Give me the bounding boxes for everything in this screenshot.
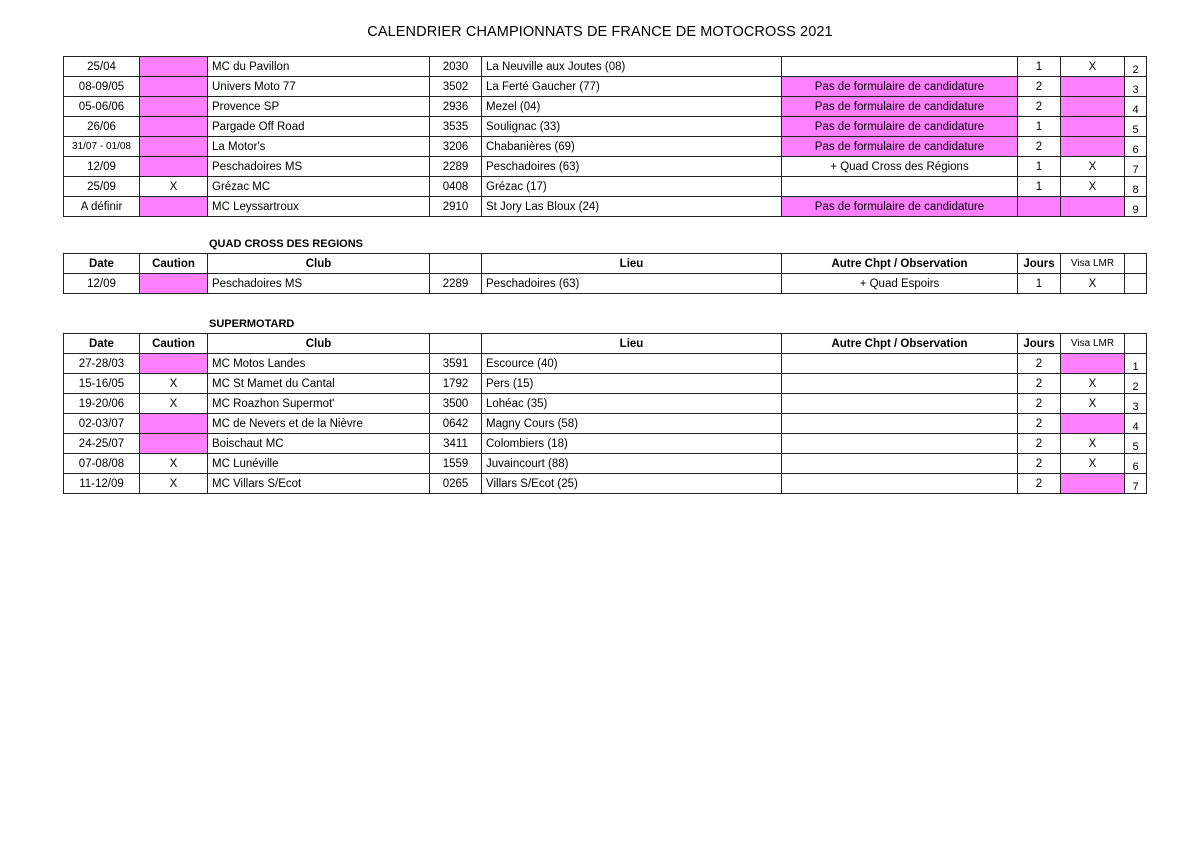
club-code-cell: 3535 bbox=[430, 117, 482, 137]
jours-cell: 2 bbox=[1018, 474, 1061, 494]
lieu-cell: Juvaincourt (88) bbox=[482, 454, 782, 474]
caution-cell bbox=[140, 197, 208, 217]
lieu-cell: Escource (40) bbox=[482, 354, 782, 374]
club-code-cell: 3206 bbox=[430, 137, 482, 157]
quad-section-title: QUAD CROSS DES REGIONS bbox=[209, 238, 364, 250]
observation-cell: Pas de formulaire de candidature bbox=[782, 77, 1018, 97]
lieu-cell: St Jory Las Bloux (24) bbox=[482, 197, 782, 217]
visa-cell bbox=[1061, 414, 1125, 434]
header-jours: Jours bbox=[1018, 334, 1061, 354]
date-cell: 27-28/03 bbox=[64, 354, 140, 374]
visa-cell: X bbox=[1061, 454, 1125, 474]
observation-cell: Pas de formulaire de candidature bbox=[782, 97, 1018, 117]
club-code-cell: 0265 bbox=[430, 474, 482, 494]
visa-cell: X bbox=[1061, 57, 1125, 77]
club-cell: Univers Moto 77 bbox=[208, 77, 430, 97]
caution-cell: X bbox=[140, 394, 208, 414]
lieu-cell: Colombiers (18) bbox=[482, 434, 782, 454]
date-cell: 25/09 bbox=[64, 177, 140, 197]
header-date: Date bbox=[64, 254, 140, 274]
jours-cell: 2 bbox=[1018, 374, 1061, 394]
header-visa: Visa LMR bbox=[1061, 334, 1125, 354]
observation-cell bbox=[782, 374, 1018, 394]
club-code-cell: 1559 bbox=[430, 454, 482, 474]
observation-cell bbox=[782, 454, 1018, 474]
visa-cell: X bbox=[1061, 274, 1125, 294]
caution-cell bbox=[140, 274, 208, 294]
observation-cell: Pas de formulaire de candidature bbox=[782, 117, 1018, 137]
observation-cell bbox=[782, 394, 1018, 414]
main-calendar-table bbox=[63, 56, 1147, 217]
date-cell: 08-09/05 bbox=[64, 77, 140, 97]
visa-cell bbox=[1061, 117, 1125, 137]
club-cell: MC Villars S/Ecot bbox=[208, 474, 430, 494]
club-code-cell: 2289 bbox=[430, 157, 482, 177]
date-cell: 05-06/06 bbox=[64, 97, 140, 117]
club-code-cell: 3502 bbox=[430, 77, 482, 97]
row-number-cell: 7 bbox=[1125, 157, 1147, 177]
caution-cell: X bbox=[140, 454, 208, 474]
club-code-cell: 2289 bbox=[430, 274, 482, 294]
caution-cell: X bbox=[140, 177, 208, 197]
observation-cell bbox=[782, 177, 1018, 197]
date-cell: 19-20/06 bbox=[64, 394, 140, 414]
caution-cell bbox=[140, 77, 208, 97]
header-num bbox=[1125, 254, 1147, 274]
club-cell: MC Lunéville bbox=[208, 454, 430, 474]
table-row bbox=[64, 197, 1147, 217]
jours-cell: 1 bbox=[1018, 177, 1061, 197]
club-cell: Peschadoires MS bbox=[208, 274, 430, 294]
club-code-cell: 3500 bbox=[430, 394, 482, 414]
caution-cell bbox=[140, 354, 208, 374]
club-cell: MC Leyssartroux bbox=[208, 197, 430, 217]
caution-cell bbox=[140, 137, 208, 157]
lieu-cell: Peschadoires (63) bbox=[482, 157, 782, 177]
table-row bbox=[64, 434, 1147, 454]
caution-cell bbox=[140, 434, 208, 454]
table-row bbox=[64, 354, 1147, 374]
table-row bbox=[64, 137, 1147, 157]
visa-cell: X bbox=[1061, 374, 1125, 394]
club-cell: Grézac MC bbox=[208, 177, 430, 197]
row-number-cell bbox=[1125, 274, 1147, 294]
table-row bbox=[64, 177, 1147, 197]
jours-cell: 2 bbox=[1018, 77, 1061, 97]
lieu-cell: La Ferté Gaucher (77) bbox=[482, 77, 782, 97]
visa-cell bbox=[1061, 137, 1125, 157]
jours-cell: 2 bbox=[1018, 97, 1061, 117]
table-row bbox=[64, 414, 1147, 434]
jours-cell: 2 bbox=[1018, 414, 1061, 434]
table-row bbox=[64, 394, 1147, 414]
jours-cell: 2 bbox=[1018, 354, 1061, 374]
jours-cell: 1 bbox=[1018, 157, 1061, 177]
header-code bbox=[430, 334, 482, 354]
jours-cell: 2 bbox=[1018, 394, 1061, 414]
date-cell: 31/07 - 01/08 bbox=[64, 137, 140, 157]
supermotard-table bbox=[63, 333, 1147, 494]
table-header-row bbox=[64, 334, 1147, 354]
header-observation: Autre Chpt / Observation bbox=[782, 254, 1018, 274]
date-cell: 12/09 bbox=[64, 157, 140, 177]
visa-cell: X bbox=[1061, 394, 1125, 414]
club-code-cell: 2936 bbox=[430, 97, 482, 117]
row-number-cell: 4 bbox=[1125, 97, 1147, 117]
header-caution: Caution bbox=[140, 254, 208, 274]
header-club: Club bbox=[208, 254, 430, 274]
caution-cell bbox=[140, 157, 208, 177]
caution-cell: X bbox=[140, 474, 208, 494]
table-row bbox=[64, 117, 1147, 137]
row-number-cell: 5 bbox=[1125, 117, 1147, 137]
club-code-cell: 1792 bbox=[430, 374, 482, 394]
lieu-cell: Lohéac (35) bbox=[482, 394, 782, 414]
club-cell: MC Motos Landes bbox=[208, 354, 430, 374]
visa-cell: X bbox=[1061, 157, 1125, 177]
row-number-cell: 3 bbox=[1125, 394, 1147, 414]
date-cell: A définir bbox=[64, 197, 140, 217]
lieu-cell: Grézac (17) bbox=[482, 177, 782, 197]
header-jours: Jours bbox=[1018, 254, 1061, 274]
caution-cell bbox=[140, 414, 208, 434]
observation-cell: Pas de formulaire de candidature bbox=[782, 137, 1018, 157]
row-number-cell: 8 bbox=[1125, 177, 1147, 197]
table-row bbox=[64, 157, 1147, 177]
observation-cell bbox=[782, 414, 1018, 434]
club-code-cell: 2910 bbox=[430, 197, 482, 217]
jours-cell bbox=[1018, 197, 1061, 217]
row-number-cell: 7 bbox=[1125, 474, 1147, 494]
quad-table bbox=[63, 253, 1147, 294]
club-cell: Provence SP bbox=[208, 97, 430, 117]
date-cell: 02-03/07 bbox=[64, 414, 140, 434]
header-date: Date bbox=[64, 334, 140, 354]
caution-cell: X bbox=[140, 374, 208, 394]
header-caution: Caution bbox=[140, 334, 208, 354]
table-row bbox=[64, 474, 1147, 494]
row-number-cell: 6 bbox=[1125, 137, 1147, 157]
header-num bbox=[1125, 334, 1147, 354]
header-lieu: Lieu bbox=[482, 334, 782, 354]
page-title: CALENDRIER CHAMPIONNATS DE FRANCE DE MOTOCROSS 2021 bbox=[367, 24, 833, 40]
visa-cell bbox=[1061, 354, 1125, 374]
visa-cell: X bbox=[1061, 434, 1125, 454]
observation-cell bbox=[782, 57, 1018, 77]
date-cell: 24-25/07 bbox=[64, 434, 140, 454]
row-number-cell: 4 bbox=[1125, 414, 1147, 434]
caution-cell bbox=[140, 117, 208, 137]
header-lieu: Lieu bbox=[482, 254, 782, 274]
row-number-cell: 3 bbox=[1125, 77, 1147, 97]
date-cell: 07-08/08 bbox=[64, 454, 140, 474]
row-number-cell: 2 bbox=[1125, 57, 1147, 77]
lieu-cell: Pers (15) bbox=[482, 374, 782, 394]
club-code-cell: 3591 bbox=[430, 354, 482, 374]
club-cell: MC Roazhon Supermot' bbox=[208, 394, 430, 414]
row-number-cell: 9 bbox=[1125, 197, 1147, 217]
observation-cell: + Quad Cross des Régions bbox=[782, 157, 1018, 177]
supermotard-section-title: SUPERMOTARD bbox=[209, 318, 295, 330]
jours-cell: 1 bbox=[1018, 117, 1061, 137]
club-code-cell: 2030 bbox=[430, 57, 482, 77]
table-row bbox=[64, 374, 1147, 394]
lieu-cell: Soulignac (33) bbox=[482, 117, 782, 137]
jours-cell: 1 bbox=[1018, 57, 1061, 77]
observation-cell bbox=[782, 474, 1018, 494]
table-header-row bbox=[64, 254, 1147, 274]
table-row bbox=[64, 57, 1147, 77]
visa-cell bbox=[1061, 97, 1125, 117]
table-row bbox=[64, 77, 1147, 97]
club-code-cell: 0408 bbox=[430, 177, 482, 197]
club-cell: MC St Mamet du Cantal bbox=[208, 374, 430, 394]
lieu-cell: Magny Cours (58) bbox=[482, 414, 782, 434]
observation-cell: + Quad Espoirs bbox=[782, 274, 1018, 294]
club-cell: Peschadoires MS bbox=[208, 157, 430, 177]
date-cell: 11-12/09 bbox=[64, 474, 140, 494]
date-cell: 12/09 bbox=[64, 274, 140, 294]
jours-cell: 2 bbox=[1018, 434, 1061, 454]
club-cell: MC de Nevers et de la Nièvre bbox=[208, 414, 430, 434]
table-row bbox=[64, 274, 1147, 294]
table-row bbox=[64, 454, 1147, 474]
row-number-cell: 6 bbox=[1125, 454, 1147, 474]
club-cell: Pargade Off Road bbox=[208, 117, 430, 137]
visa-cell: X bbox=[1061, 177, 1125, 197]
row-number-cell: 5 bbox=[1125, 434, 1147, 454]
caution-cell bbox=[140, 57, 208, 77]
lieu-cell: La Neuville aux Joutes (08) bbox=[482, 57, 782, 77]
visa-cell bbox=[1061, 197, 1125, 217]
jours-cell: 2 bbox=[1018, 454, 1061, 474]
lieu-cell: Peschadoires (63) bbox=[482, 274, 782, 294]
header-observation: Autre Chpt / Observation bbox=[782, 334, 1018, 354]
caution-cell bbox=[140, 97, 208, 117]
lieu-cell: Chabanières (69) bbox=[482, 137, 782, 157]
row-number-cell: 1 bbox=[1125, 354, 1147, 374]
club-cell: La Motor's bbox=[208, 137, 430, 157]
header-code bbox=[430, 254, 482, 274]
date-cell: 15-16/05 bbox=[64, 374, 140, 394]
visa-cell bbox=[1061, 474, 1125, 494]
table-row bbox=[64, 97, 1147, 117]
lieu-cell: Villars S/Ecot (25) bbox=[482, 474, 782, 494]
observation-cell bbox=[782, 434, 1018, 454]
header-visa: Visa LMR bbox=[1061, 254, 1125, 274]
club-cell: Boischaut MC bbox=[208, 434, 430, 454]
club-cell: MC du Pavillon bbox=[208, 57, 430, 77]
lieu-cell: Mezel (04) bbox=[482, 97, 782, 117]
jours-cell: 1 bbox=[1018, 274, 1061, 294]
observation-cell: Pas de formulaire de candidature bbox=[782, 197, 1018, 217]
row-number-cell: 2 bbox=[1125, 374, 1147, 394]
header-club: Club bbox=[208, 334, 430, 354]
club-code-cell: 3411 bbox=[430, 434, 482, 454]
visa-cell bbox=[1061, 77, 1125, 97]
jours-cell: 2 bbox=[1018, 137, 1061, 157]
club-code-cell: 0642 bbox=[430, 414, 482, 434]
date-cell: 26/06 bbox=[64, 117, 140, 137]
date-cell: 25/04 bbox=[64, 57, 140, 77]
observation-cell bbox=[782, 354, 1018, 374]
